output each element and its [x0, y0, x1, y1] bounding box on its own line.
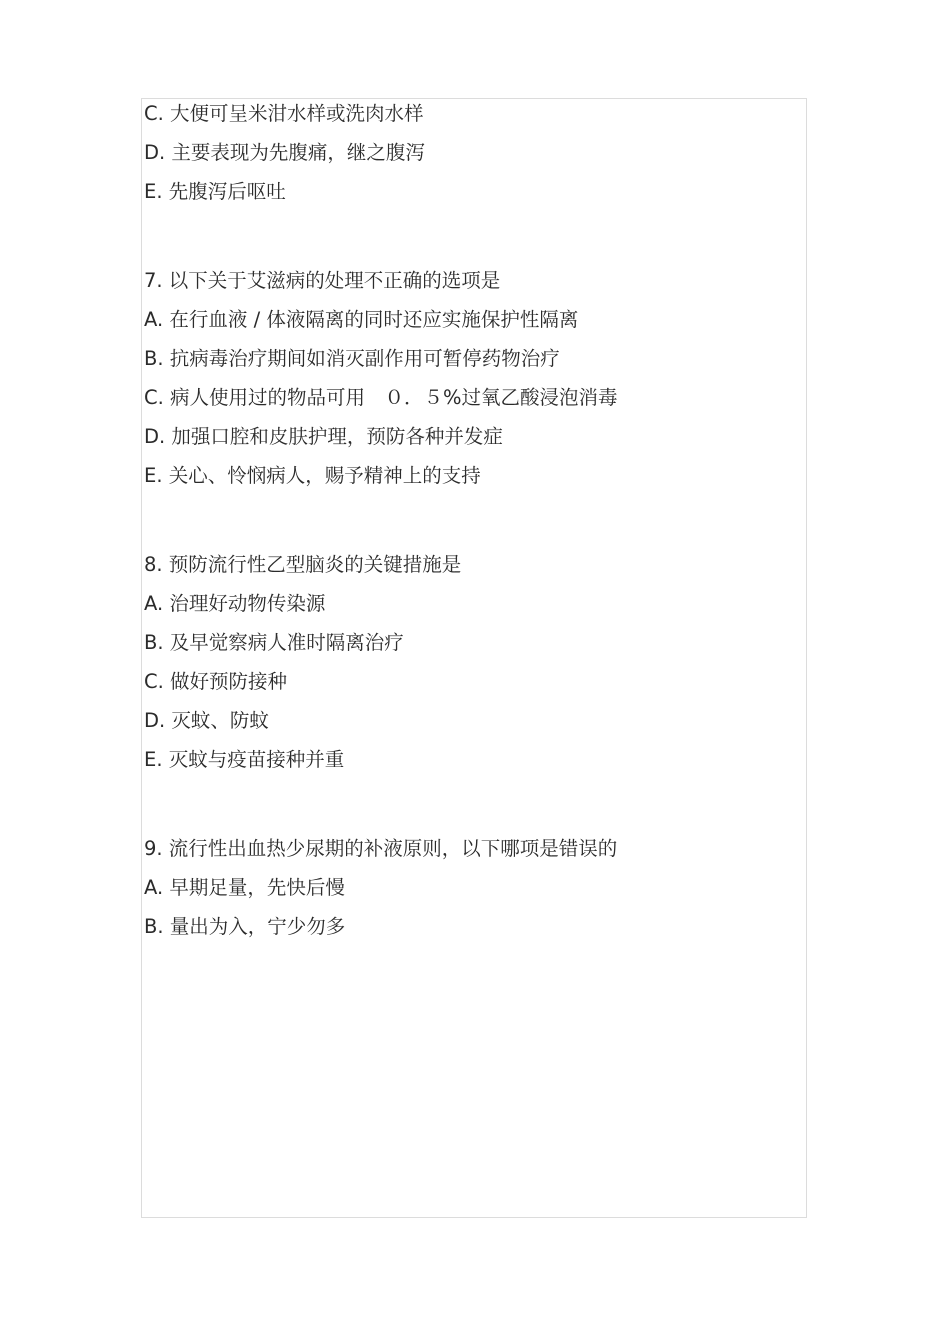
option-d: D. 灭蚊、防蚊	[144, 709, 269, 732]
option-a: A. 治理好动物传染源	[144, 592, 326, 615]
option-a: A. 在行血液 / 体液隔离的同时还应实施保护性隔离	[144, 308, 579, 331]
option-a: A. 早期足量，先快后慢	[144, 876, 345, 899]
document-body	[144, 94, 804, 946]
question-7: 7. 以下关于艾滋病的处理不正确的选项是	[144, 269, 501, 292]
option-e: E. 灭蚊与疫苗接种并重	[144, 748, 345, 771]
question-8: 8. 预防流行性乙型脑炎的关键措施是	[144, 553, 462, 576]
option-b: B. 抗病毒治疗期间如消灭副作用可暂停药物治疗	[144, 347, 560, 370]
option-d: D. 加强口腔和皮肤护理，预防各种并发症	[144, 425, 503, 448]
question-9: 9. 流行性出血热少尿期的补液原则，以下哪项是错误的	[144, 837, 618, 860]
option-c: C. 病人使用过的物品可用 ０．５%过氧乙酸浸泡消毒	[144, 386, 618, 409]
option-d: D. 主要表现为先腹痛，继之腹泻	[144, 141, 425, 164]
option-b: B. 及早觉察病人准时隔离治疗	[144, 631, 404, 654]
option-b: B. 量出为入，宁少勿多	[144, 915, 346, 938]
option-c: C. 做好预防接种	[144, 670, 288, 693]
option-c: C. 大便可呈米泔水样或洗肉水样	[144, 102, 424, 125]
option-e: E. 关心、怜悯病人，赐予精神上的支持	[144, 464, 481, 487]
option-e: E. 先腹泻后呕吐	[144, 180, 286, 203]
